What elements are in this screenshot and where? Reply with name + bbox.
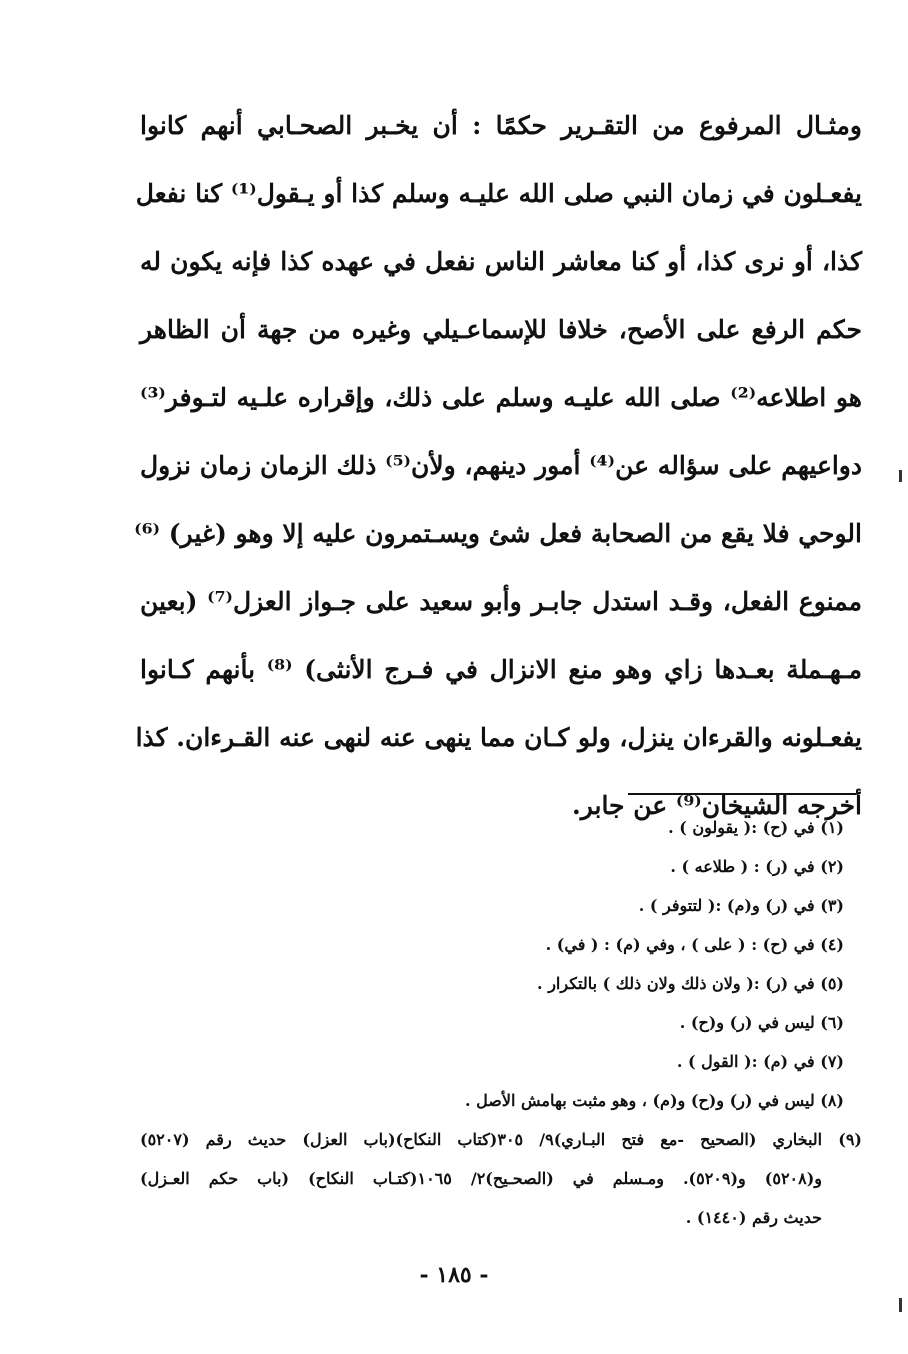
text-line: حكم الرفع على الأصح، خلافا للإسماعـيلي وغيره من جهة أن الظاهر <box>140 315 862 344</box>
text-line: يفعـلونه والقرءان ينزل، ولو كـان مما ينهى عنه لنهى عنه القـرءان. كذا <box>135 723 862 752</box>
footnote-4: (٤) في (ح) : ( على ) ، وفي (م) : ( في) . <box>545 935 844 954</box>
footnote-1: (١) في (ح) :( يقولون ) . <box>668 818 844 837</box>
footnote-9-continuation: حديث رقم (١٤٤٠) . <box>685 1208 822 1227</box>
main-text-block <box>134 92 863 840</box>
footnote-9-continuation: و(٥٢٠٨) و(٥٢٠٩). ومـسلم في (الصحـيح)٢/ ١٠٦٥(كتـاب النكاح) (باب حكم العـزل) <box>140 1169 823 1188</box>
footnote-separator <box>628 793 856 795</box>
footnote-8: (٨) ليس في (ر) و(ح) و(م) ، وهو مثبت بهامش الأصل . <box>465 1091 844 1110</box>
text-line: أخرجه الشيخان⁽⁹⁾ عن جابر. <box>571 791 862 820</box>
text-line: مـهـملة بعـدها زاي وهو منع الانزال في فـرج الأنثى) ⁽⁸⁾ بأنهم كـانوا <box>140 655 862 684</box>
scan-edge-mark <box>899 470 902 482</box>
footnotes-block <box>140 808 862 1237</box>
text-line: الوحي فلا يقع من الصحابة فعل شئ ويسـتمرون عليه إلا وهو (غير) ⁽⁶⁾ <box>134 519 862 548</box>
text-line: ممنوع الفعل، وقـد استدل جابـر وأبو سعيد على جـواز العزل⁽⁷⁾ (بعين <box>140 587 862 616</box>
text-line: ومثـال المرفوع من التقـرير حكمًا : أن يخـبر الصحـابي أنهم كانوا <box>140 111 862 140</box>
footnote-2: (٢) في (ر) : ( طلاعه ) . <box>670 857 844 876</box>
footnote-6: (٦) ليس في (ر) و(ح) . <box>679 1013 844 1032</box>
page-number: - ١٨٥ - <box>419 1262 489 1288</box>
text-line: هو اطلاعه⁽²⁾ صلى الله عليـه وسلم على ذلك، وإقراره علـيه لتـوفر⁽³⁾ <box>140 383 862 412</box>
text-line: دواعيهم على سؤاله عن⁽⁴⁾ أمور دينهم، ولأن⁽⁵⁾ ذلك الزمان زمان نزول <box>140 451 863 480</box>
footnote-5: (٥) في (ر) :( ولان ذلك ولان ذلك ) بالتكرار . <box>537 974 844 993</box>
footnote-7: (٧) في (م) :( القول ) . <box>676 1052 844 1071</box>
text-line: كذا، أو نرى كذا، أو كنا معاشر الناس نفعل في عهده كذا فإنه يكون له <box>140 247 862 276</box>
footnote-3: (٣) في (ر) و(م) :( لتتوفر ) . <box>638 896 844 915</box>
scan-edge-mark <box>899 1298 902 1312</box>
text-line: يفعـلون في زمان النبي صلى الله عليـه وسلم كذا أو يـقول⁽¹⁾ كنا نفعل <box>135 179 862 208</box>
footnote-9: (٩) البخاري (الصحيح -مع فتح البـاري)٩/ ٣٠٥(كتاب النكاح)(باب العزل) حديث رقم (٥٢٠٧) <box>140 1130 862 1149</box>
